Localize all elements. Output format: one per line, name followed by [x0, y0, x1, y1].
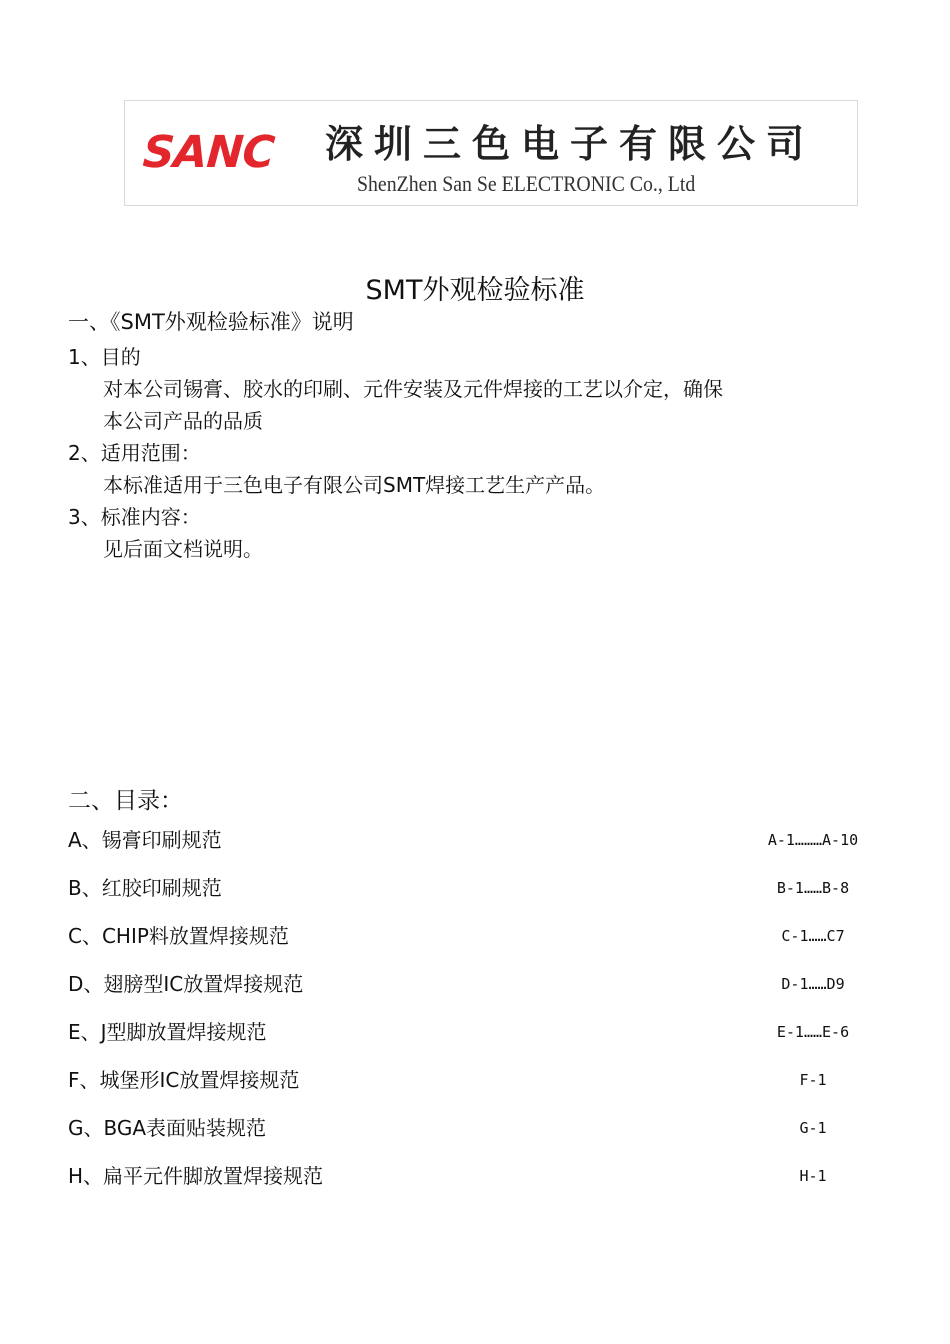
content-heading: 3、标准内容：	[68, 505, 201, 529]
toc-item-pages: F-1	[799, 1071, 827, 1089]
purpose-text-line2: 本公司产品的品质	[103, 409, 263, 433]
toc-item-pages: G-1	[799, 1119, 827, 1137]
document-title: SMT外观检验标准	[365, 275, 585, 306]
toc-item-label: B、红胶印刷规范	[68, 876, 222, 900]
company-name-cn: 深圳三色电子有限公司	[325, 121, 816, 166]
toc-item-label: D、翅膀型IC放置焊接规范	[68, 972, 304, 996]
toc-item-pages: D-1……D9	[781, 975, 845, 993]
toc-item-label: A、锡膏印刷规范	[68, 828, 222, 852]
toc-item-pages: H-1	[799, 1167, 827, 1185]
purpose-heading: 1、目的	[68, 345, 141, 369]
toc-item-label: H、扁平元件脚放置焊接规范	[68, 1164, 324, 1188]
company-name-en: ShenZhen San Se ELECTRONIC Co., Ltd	[357, 171, 696, 196]
toc-item-label: G、BGA表面贴装规范	[68, 1116, 267, 1140]
company-logo: SANC	[141, 127, 276, 178]
toc-item-pages: E-1……E-6	[776, 1023, 850, 1041]
toc-item-label: C、CHIP料放置焊接规范	[68, 924, 289, 948]
scope-heading: 2、适用范围：	[68, 441, 201, 465]
toc-item-pages: B-1……B-8	[776, 879, 850, 897]
section2-heading: 二、目录：	[68, 788, 183, 814]
toc-item-label: F、城堡形IC放置焊接规范	[68, 1068, 300, 1092]
toc-item-pages: A-1………A-10	[767, 831, 859, 849]
purpose-text-line1: 对本公司锡膏、胶水的印刷、元件安装及元件焊接的工艺以介定，确保	[103, 377, 723, 401]
toc-item-label: E、J型脚放置焊接规范	[68, 1020, 267, 1044]
scope-text: 本标准适用于三色电子有限公司SMT焊接工艺生产产品。	[103, 473, 606, 497]
toc-item-pages: C-1……C7	[781, 927, 845, 945]
content-text: 见后面文档说明。	[103, 537, 263, 561]
company-header	[124, 100, 858, 206]
section1-heading: 一、《SMT外观检验标准》说明	[68, 310, 354, 334]
